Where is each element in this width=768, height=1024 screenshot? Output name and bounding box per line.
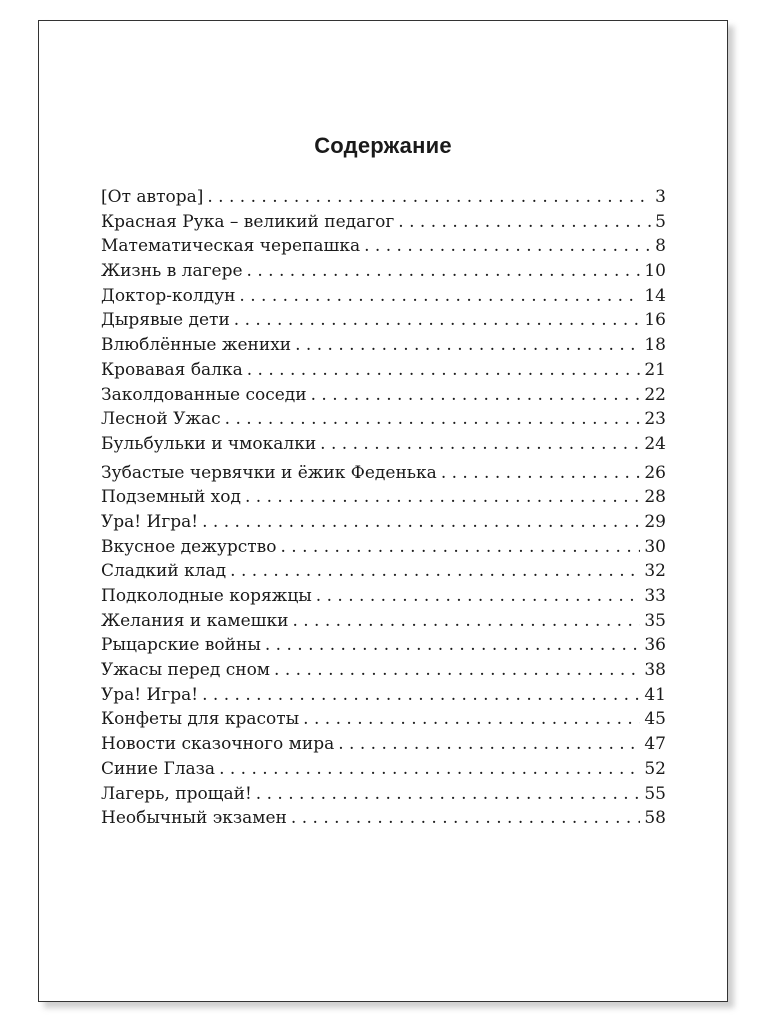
dot-leader [225,409,641,429]
dot-leader [202,512,640,532]
toc-page-number: 23 [644,409,666,430]
toc-entry [101,212,666,237]
toc-entry-title: Подземный ход [101,487,241,508]
toc-page-number: 55 [644,783,666,804]
toc-entry-title: Заколдованные соседи [101,384,307,405]
toc-page-number: 45 [644,709,666,730]
dot-leader [247,261,641,281]
toc-entry-title: Рыцарские войны [101,635,261,656]
toc-page-number: 22 [644,384,666,405]
dot-leader [295,335,640,355]
dot-leader [292,611,640,631]
toc-entry [101,537,666,562]
toc-entry-title: Синие Глаза [101,758,216,779]
toc-entry [101,286,666,311]
toc-entry [101,635,666,660]
toc-entry-title: Математическая черепашка [101,236,361,257]
toc-entry-title: Доктор-колдун [101,285,236,306]
toc-entry [101,734,666,759]
toc-entry [101,512,666,537]
page-title: Содержание [314,133,452,158]
toc-entry-title: Конфеты для красоты [101,709,300,730]
toc-page-number: 35 [644,610,666,631]
dot-leader [247,360,641,380]
toc-page-number: 47 [644,734,666,755]
toc-page-number: 28 [644,487,666,508]
dot-leader [202,685,640,705]
toc-entry [101,310,666,335]
toc-entry [101,360,666,385]
toc-page-number: 16 [644,310,666,331]
toc-page-number: 3 [655,187,666,207]
dot-leader [320,434,640,454]
toc-page-number: 29 [644,511,666,532]
toc-entry [101,685,666,710]
toc-page-number: 41 [644,684,666,705]
toc-page-number: 5 [655,211,666,232]
toc-entry [101,385,666,410]
dot-leader [219,759,640,779]
toc-entry-title: Вкусное дежурство [101,536,277,557]
toc-entry-title: Бульбульки и чмокалки [101,433,317,454]
toc-entry-title: Желания и камешки [101,610,289,631]
toc-page-number: 14 [644,285,666,306]
dot-leader [316,586,641,606]
toc-page-number: 38 [644,660,666,681]
toc-entry [101,759,666,784]
table-of-contents [101,187,666,833]
toc-entry [101,487,666,512]
toc-entry [101,236,666,261]
toc-entry-title: Красная Рука – великий педагог [101,211,395,232]
dot-leader [274,660,640,680]
toc-entry-title: Сладкий клад [101,561,227,582]
dot-leader [234,310,641,330]
toc-entry [101,586,666,611]
dot-leader [338,734,640,754]
toc-entry [101,660,666,685]
dot-leader [265,635,641,655]
toc-entry-title: Ура! Игра! [101,684,199,705]
toc-page-number: 33 [644,586,666,606]
toc-entry [101,434,666,459]
toc-page-number: 10 [644,261,666,282]
toc-entry-title: Дырявые дети [101,310,230,331]
toc-entry-title: Жизнь в лагере [101,261,243,282]
toc-page-number: 8 [655,236,666,257]
dot-leader [239,286,640,306]
dot-leader [398,212,651,232]
toc-page-number: 52 [644,758,666,779]
dot-leader [245,487,640,507]
toc-entry-title: Кровавая балка [101,359,243,380]
toc-entry [101,261,666,286]
toc-entry [101,335,666,360]
toc-entry-title: Влюблённые женихи [101,335,292,356]
toc-page-number: 30 [644,536,666,557]
dot-leader [291,808,640,828]
toc-page-number: 26 [644,462,666,483]
toc-page-number: 18 [644,335,666,356]
toc-entry-title: Зубастые червячки и ёжик Феденька [101,462,437,483]
toc-entry [101,409,666,434]
dot-leader [364,236,651,256]
toc-entry [101,611,666,636]
toc-entry [101,808,666,833]
toc-entry [101,463,666,488]
toc-entry [101,709,666,734]
toc-entry [101,561,666,586]
dot-leader [303,709,640,729]
toc-entry-title: Ужасы перед сном [101,660,271,681]
dot-leader [230,561,640,581]
toc-page-number: 32 [644,561,666,582]
toc-entry-title: Подколодные коряжцы [101,586,312,606]
dot-leader [207,187,651,207]
toc-page-number: 21 [644,359,666,380]
toc-entry-title: [От автора] [101,187,204,207]
toc-page-number: 36 [644,635,666,656]
toc-entry [101,784,666,809]
toc-entry-title: Ура! Игра! [101,511,199,532]
dot-leader [441,463,641,483]
toc-entry-title: Лагерь, прощай! [101,783,252,804]
toc-page-number: 24 [644,433,666,454]
toc-entry [101,187,666,212]
toc-entry-title: Новости сказочного мира [101,734,335,755]
toc-page-number: 58 [644,808,666,829]
dot-leader [256,784,641,804]
dot-leader [280,537,640,557]
toc-entry-title: Необычный экзамен [101,808,287,829]
toc-entry-title: Лесной Ужас [101,409,221,430]
dot-leader [311,385,641,405]
book-page [38,20,728,1002]
